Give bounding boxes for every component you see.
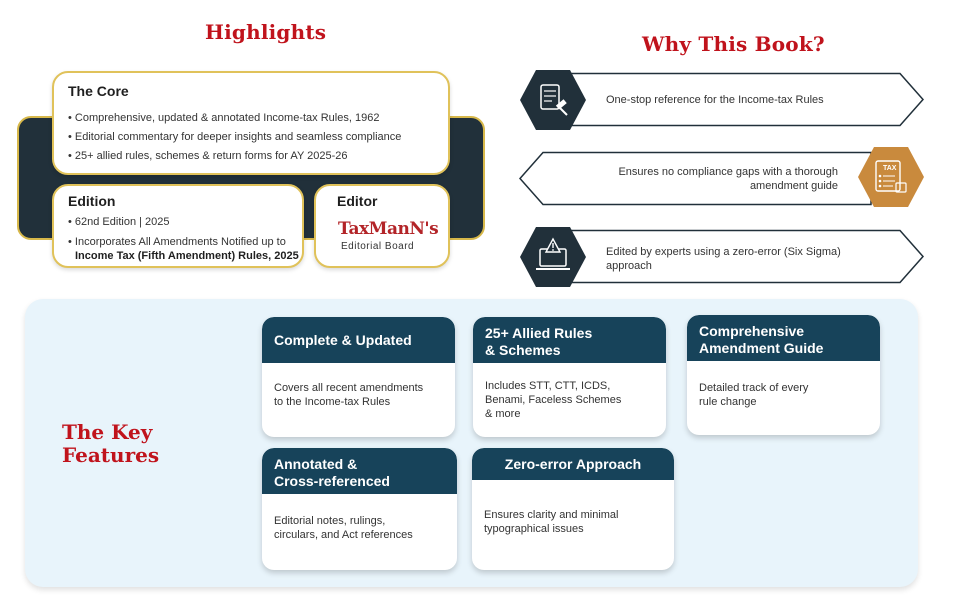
key-features-title-2: Features bbox=[62, 443, 160, 467]
why-item-1-text: One-stop reference for the Income-tax Rules bbox=[606, 94, 824, 106]
edition-line-3: Income Tax (Fifth Amendment) Rules, 2025 bbox=[75, 250, 299, 262]
feature-card-4-head-1: Annotated & bbox=[274, 456, 358, 472]
feature-card-3-head-2: Amendment Guide bbox=[699, 340, 824, 356]
feature-card-complete-updated bbox=[262, 317, 455, 437]
editor-card bbox=[314, 184, 450, 268]
core-bullet-1: • Comprehensive, updated & annotated Income-tax Rules, 1962 bbox=[68, 112, 380, 124]
feature-card-amendment-guide bbox=[687, 315, 880, 435]
key-features-title-1: The Key bbox=[62, 420, 153, 444]
edition-line-1: • 62nd Edition | 2025 bbox=[68, 216, 170, 228]
feature-card-1-body-1: Covers all recent amendments bbox=[274, 382, 424, 394]
feature-card-2-head-1: 25+ Allied Rules bbox=[485, 325, 593, 341]
laptop-warning-icon bbox=[520, 227, 586, 287]
highlights-title: Highlights bbox=[205, 20, 327, 44]
feature-card-4-body-2: circulars, and Act references bbox=[274, 529, 413, 541]
why-item-2-text-2: amendment guide bbox=[749, 180, 838, 192]
feature-card-3-body-2: rule change bbox=[699, 396, 757, 408]
feature-card-2-body-2: Benami, Faceless Schemes bbox=[485, 394, 622, 406]
feature-card-5-head: Zero-error Approach bbox=[472, 448, 674, 480]
document-gavel-icon bbox=[520, 70, 586, 130]
taxmann-logo: TaxManN's bbox=[338, 219, 439, 239]
core-bullet-3: • 25+ allied rules, schemes & return forms for AY 2025-26 bbox=[68, 150, 348, 162]
feature-card-4-body-1: Editorial notes, rulings, bbox=[274, 515, 386, 527]
feature-card-zero-error bbox=[472, 448, 674, 570]
tax-checklist-icon bbox=[858, 147, 924, 207]
feature-card-4-head-2: Cross-referenced bbox=[274, 473, 390, 489]
feature-card-5-body-1: Ensures clarity and minimal bbox=[484, 509, 619, 521]
feature-card-1-head: Complete & Updated bbox=[262, 317, 455, 363]
editor-title: Editor bbox=[337, 193, 378, 209]
core-title: The Core bbox=[68, 83, 129, 99]
editor-sub: Editorial Board bbox=[341, 241, 415, 252]
feature-card-2-body-3: & more bbox=[485, 408, 521, 420]
edition-card bbox=[52, 184, 304, 268]
why-title: Why This Book? bbox=[642, 32, 825, 56]
feature-card-2-body-1: Includes STT, CTT, ICDS, bbox=[485, 380, 611, 392]
feature-card-1-body-2: to the Income-tax Rules bbox=[274, 396, 391, 408]
why-item-3-text-1: Edited by experts using a zero-error (Six Sigma) bbox=[606, 246, 841, 258]
feature-card-2-head-2: & Schemes bbox=[485, 342, 561, 358]
feature-card-5-body-2: typographical issues bbox=[484, 523, 584, 535]
core-bullet-2: • Editorial commentary for deeper insights and seamless compliance bbox=[68, 131, 402, 143]
tax-badge-text: TAX bbox=[883, 165, 897, 172]
feature-card-3-head-1: Comprehensive bbox=[699, 323, 805, 339]
core-card bbox=[52, 71, 450, 175]
feature-card-3-body-1: Detailed track of every bbox=[699, 382, 809, 394]
edition-title: Edition bbox=[68, 193, 116, 209]
feature-card-allied-rules bbox=[473, 317, 666, 437]
why-item-2-text-1: Ensures no compliance gaps with a thorough bbox=[618, 166, 838, 178]
why-item-3-text-2: approach bbox=[606, 260, 652, 272]
edition-line-2: • Incorporates All Amendments Notified up to bbox=[68, 236, 286, 248]
feature-card-annotated bbox=[262, 448, 457, 570]
